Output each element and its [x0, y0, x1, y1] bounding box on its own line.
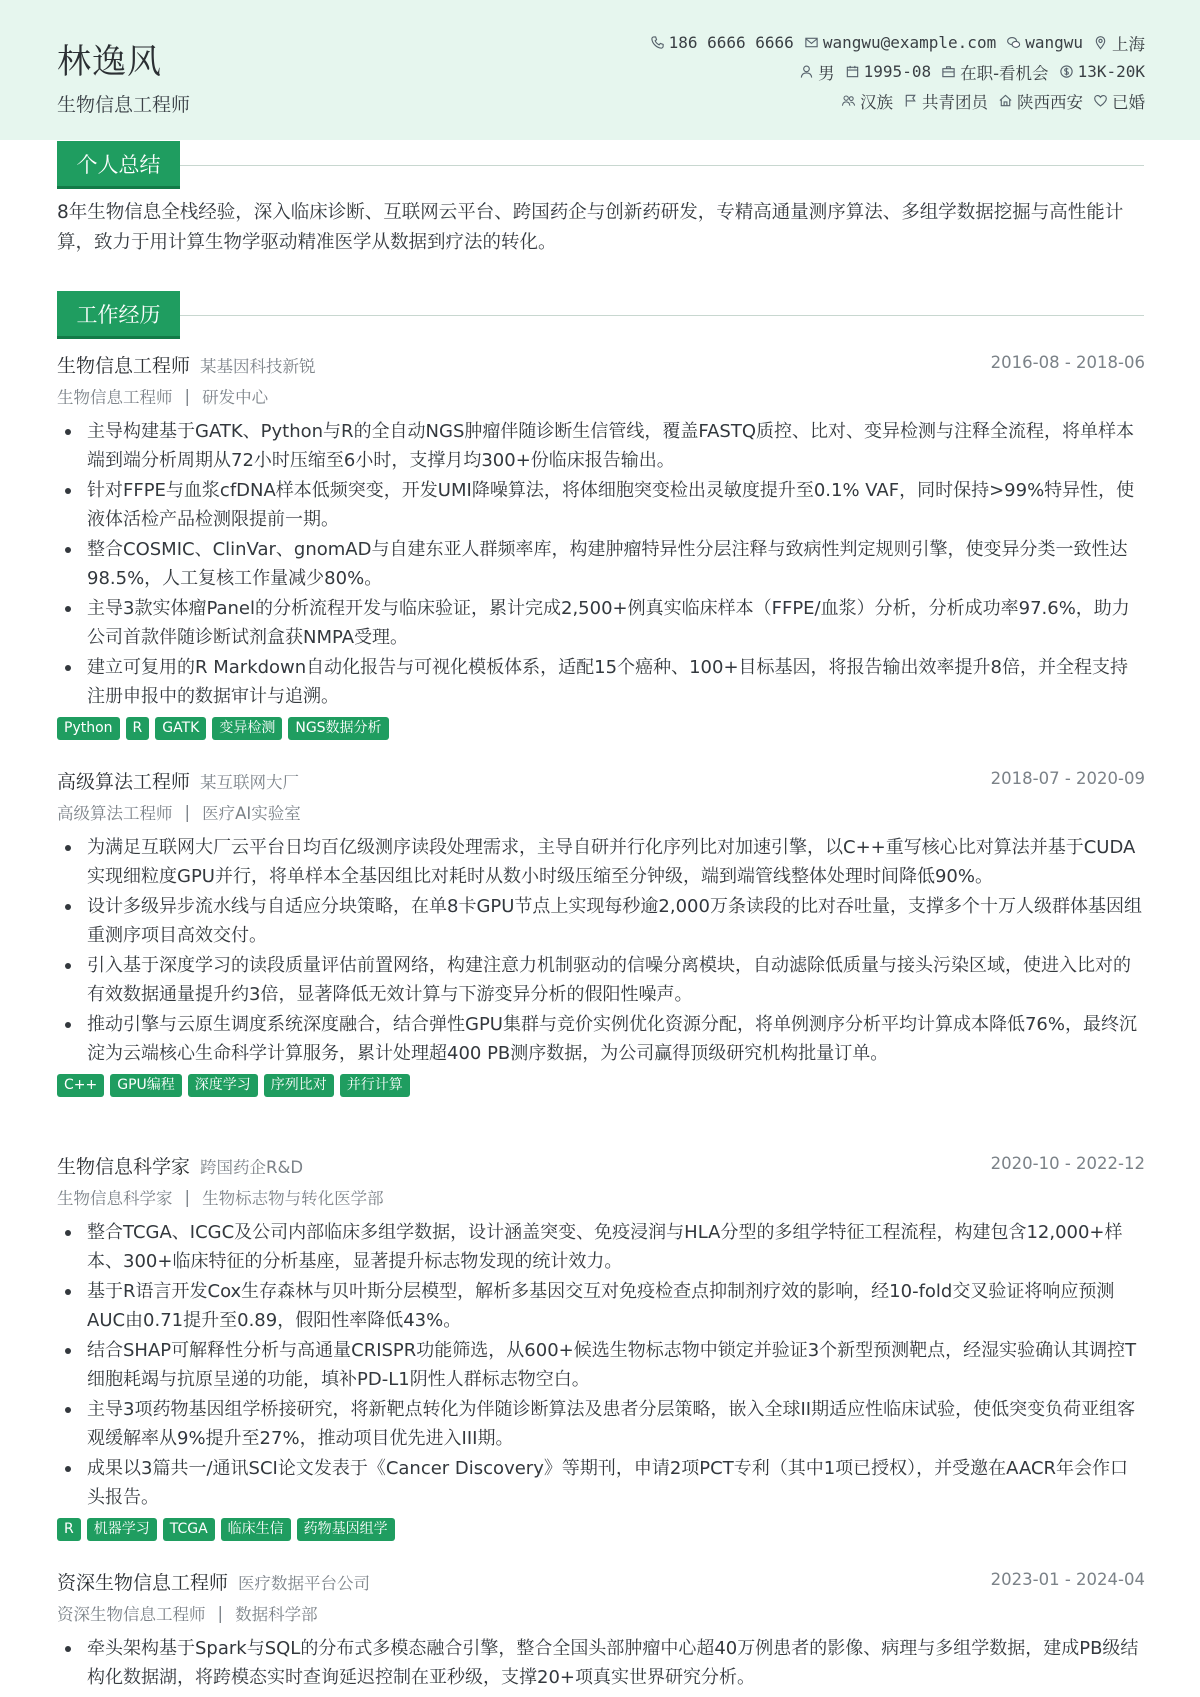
user-icon [799, 64, 814, 79]
wechat-text: wangwu [1025, 33, 1083, 52]
home-icon [998, 93, 1013, 108]
skill-tag: GPU编程 [110, 1074, 182, 1097]
job-date-range: 2018-07 - 2020-09 [990, 769, 1145, 788]
work-section-divider [180, 315, 1144, 316]
bullet-item: 成果以3篇共一/通讯SCI论文发表于《Cancer Discovery》等期刊，申请2项PCT专利（其中1项已授权），并受邀在AACR年会作口头报告。 [57, 1454, 1145, 1512]
status-text: 在职-看机会 [960, 63, 1049, 83]
bullet-item: 引入基于深度学习的读段质量评估前置网络，构建注意力机制驱动的信噪分离模块，自动滤除低质量与接头污染区域，使进入比对的有效数据通量提升约3倍，显著降低无效计算与下游变异分析的假阳性噪声。 [57, 951, 1145, 1009]
phone-icon [650, 35, 665, 50]
separator: | [217, 1603, 224, 1623]
skill-tag: 深度学习 [188, 1074, 258, 1097]
work-section-title: 工作经历 [57, 291, 180, 339]
job-subtitle [57, 1182, 1145, 1212]
bullet-item: 主导3款实体瘤Panel的分析流程开发与临床验证，累计完成2,500+例真实临床样本（FFPE/血浆）分析，分析成功率97.6%，助力公司首款伴随诊断试剂盒获NMPA受理。 [57, 594, 1145, 652]
group-icon [841, 93, 856, 108]
job-company: 某基因科技新锐 [200, 357, 316, 376]
job-subtitle [57, 381, 1145, 411]
birth-text: 1995-08 [863, 62, 932, 81]
email-item[interactable] [804, 33, 996, 52]
contact-row-3 [650, 86, 1145, 115]
skill-tag: 机器学习 [87, 1518, 157, 1541]
contact-row-2 [650, 57, 1145, 86]
job-bullet-list [57, 833, 1145, 1068]
job-date-range: 2023-01 - 2024-04 [990, 1570, 1145, 1589]
job-company: 某互联网大厂 [200, 773, 300, 792]
job-position: 高级算法工程师 [57, 804, 173, 823]
bullet-item: 推动引擎与云原生调度系统深度融合，结合弹性GPU集群与竞价实例优化资源分配，将单例测序分析平均计算成本降低76%，最终沉淀为云端核心生命科学计算服务，累计处理超400 PB测序数据，为公司赢得顶级研究机构批量订单。 [57, 1010, 1145, 1068]
calendar-icon [845, 64, 860, 79]
job-position: 生物信息工程师 [57, 388, 173, 407]
skill-tag: GATK [155, 717, 206, 740]
skill-tag: 药物基因组学 [297, 1518, 395, 1541]
job-date-range: 2020-10 - 2022-12 [990, 1154, 1145, 1173]
job-header [57, 1568, 1145, 1598]
phone-item[interactable] [650, 33, 794, 52]
job-entry [57, 1152, 1145, 1541]
job-title: 生物信息科学家 [57, 1156, 191, 1178]
job-subtitle [57, 797, 1145, 827]
job-company: 跨国药企R&D [200, 1158, 304, 1177]
ethnicity-text: 汉族 [860, 92, 893, 112]
candidate-name: 林逸风 [57, 42, 162, 82]
job-title: 资深生物信息工程师 [57, 1572, 229, 1594]
skill-tag: NGS数据分析 [288, 717, 388, 740]
location-pin-icon [1093, 35, 1108, 50]
phone-text: 186 6666 6666 [668, 33, 794, 52]
skill-tag: R [57, 1518, 81, 1541]
birth-item [845, 62, 931, 81]
job-position: 生物信息科学家 [57, 1189, 173, 1208]
mail-icon [804, 35, 819, 50]
summary-section-title: 个人总结 [57, 141, 180, 189]
skill-tag: 序列比对 [264, 1074, 334, 1097]
hometown-text: 陕西西安 [1017, 92, 1083, 112]
gender-text: 男 [818, 63, 835, 83]
separator: | [184, 1187, 191, 1207]
bullet-item: 为满足互联网大厂云平台日均百亿级测序读段处理需求，主导自研并行化序列比对加速引擎，以C++重写核心比对算法并基于CUDA实现细粒度GPU并行，将单样本全基因组比对耗时从数小时级压缩至分钟级，端到端管线整体处理时间降低90%。 [57, 833, 1145, 891]
skill-tags [57, 1074, 1145, 1097]
contact-row-1 [650, 28, 1145, 57]
skill-tags [57, 717, 1145, 740]
skill-tag: 并行计算 [340, 1074, 410, 1097]
political-item [903, 89, 988, 113]
job-department: 研发中心 [202, 388, 269, 407]
status-item [941, 60, 1048, 84]
skill-tag: 临床生信 [221, 1518, 291, 1541]
salary-item [1059, 62, 1145, 81]
contact-info [650, 28, 1145, 115]
location-text: 上海 [1112, 34, 1145, 54]
job-header [57, 767, 1145, 797]
bullet-item: 牵头架构基于Spark与SQL的分布式多模态融合引擎，整合全国头部肿瘤中心超40万例患者的影像、病理与多组学数据，建成PB级结构化数据湖，将跨模态实时查询延迟控制在亚秒级，支撑20+项真实世界研究分析。 [57, 1634, 1145, 1692]
resume-header [0, 0, 1200, 140]
job-bullet-list [57, 1218, 1145, 1512]
job-department: 数据科学部 [235, 1605, 318, 1624]
bullet-item: 整合COSMIC、ClinVar、gnomAD与自建东亚人群频率库，构建肿瘤特异性分层注释与致病性判定规则引擎，使变异分类一致性达98.5%，人工复核工作量减少80%。 [57, 535, 1145, 593]
skill-tag: R [126, 717, 150, 740]
gender-item [799, 60, 835, 84]
job-header [57, 351, 1145, 381]
job-company: 医疗数据平台公司 [238, 1574, 371, 1593]
ethnicity-item [841, 89, 893, 113]
job-header [57, 1152, 1145, 1182]
bullet-item: 设计多级异步流水线与自适应分块策略，在单8卡GPU节点上实现每秒逾2,000万条读段的比对吞吐量，支撑多个十万人级群体基因组重测序项目高效交付。 [57, 892, 1145, 950]
bullet-item: 基于R语言开发Cox生存森林与贝叶斯分层模型，解析多基因交互对免疫检查点抑制剂疗效的影响，经10-fold交叉验证将响应预测AUC由0.71提升至0.89，假阳性率降低43%。 [57, 1277, 1145, 1335]
skill-tag: C++ [57, 1074, 104, 1097]
separator: | [184, 802, 191, 822]
candidate-role: 生物信息工程师 [57, 94, 191, 116]
skill-tags [57, 1518, 1145, 1541]
wechat-icon [1006, 35, 1021, 50]
bullet-item: 整合TCGA、ICGC及公司内部临床多组学数据，设计涵盖突变、免疫浸润与HLA分型的多组学特征工程流程，构建包含12,000+样本、300+临床特征的分析基座，显著提升标志物发现的统计效力。 [57, 1218, 1145, 1276]
job-subtitle [57, 1598, 1145, 1628]
summary-section-divider [180, 165, 1144, 166]
bullet-item: 主导3项药物基因组学桥接研究，将新靶点转化为伴随诊断算法及患者分层策略，嵌入全球II期适应性临床试验，使低突变负荷亚组客观缓解率从9%提升至27%，推动项目优先进入III期。 [57, 1395, 1145, 1453]
money-icon [1059, 64, 1074, 79]
job-entry [57, 1568, 1145, 1693]
heart-icon [1093, 93, 1108, 108]
wechat-item[interactable] [1006, 33, 1083, 52]
job-title: 生物信息工程师 [57, 355, 191, 377]
skill-tag: Python [57, 717, 120, 740]
hometown-item [998, 89, 1083, 113]
flag-icon [903, 93, 918, 108]
marital-item [1093, 89, 1145, 113]
skill-tag: 变异检测 [212, 717, 282, 740]
job-entry [57, 767, 1145, 1097]
skill-tag: TCGA [163, 1518, 215, 1541]
job-department: 生物标志物与转化医学部 [202, 1189, 384, 1208]
summary-text: 8年生物信息全栈经验，深入临床诊断、互联网云平台、跨国药企与创新药研发，专精高通量测序算法、多组学数据挖掘与高性能计算，致力于用计算生物学驱动精准医学从数据到疗法的转化。 [57, 202, 1124, 253]
job-bullet-list [57, 417, 1145, 711]
salary-text: 13K-20K [1077, 62, 1145, 81]
job-bullet-list [57, 1634, 1145, 1692]
briefcase-icon [941, 64, 956, 79]
bullet-item: 建立可复用的R Markdown自动化报告与可视化模板体系，适配15个癌种、100+目标基因，将报告输出效率提升8倍，并全程支持注册申报中的数据审计与追溯。 [57, 653, 1145, 711]
separator: | [184, 386, 191, 406]
bullet-item: 主导构建基于GATK、Python与R的全自动NGS肿瘤伴随诊断生信管线，覆盖FASTQ质控、比对、变异检测与注释全流程，将单样本端到端分析周期从72小时压缩至6小时，支撑月均300+份临床报告输出。 [57, 417, 1145, 475]
political-text: 共青团员 [922, 92, 988, 112]
bullet-item: 结合SHAP可解释性分析与高通量CRISPR功能筛选，从600+候选生物标志物中锁定并验证3个新型预测靶点，经湿实验确认其调控T细胞耗竭与抗原呈递的功能，填补PD-L1阴性人群标志物空白。 [57, 1336, 1145, 1394]
job-position: 资深生物信息工程师 [57, 1605, 206, 1624]
location-item [1093, 31, 1145, 55]
job-entry [57, 351, 1145, 740]
job-date-range: 2016-08 - 2018-06 [990, 353, 1145, 372]
job-title: 高级算法工程师 [57, 771, 191, 793]
job-department: 医疗AI实验室 [202, 804, 301, 823]
email-text: wangwu@example.com [822, 33, 997, 52]
marital-text: 已婚 [1112, 92, 1145, 112]
bullet-item: 针对FFPE与血浆cfDNA样本低频突变，开发UMI降噪算法，将体细胞突变检出灵敏度提升至0.1% VAF，同时保持>99%特异性，使液体活检产品检测限提前一期。 [57, 476, 1145, 534]
